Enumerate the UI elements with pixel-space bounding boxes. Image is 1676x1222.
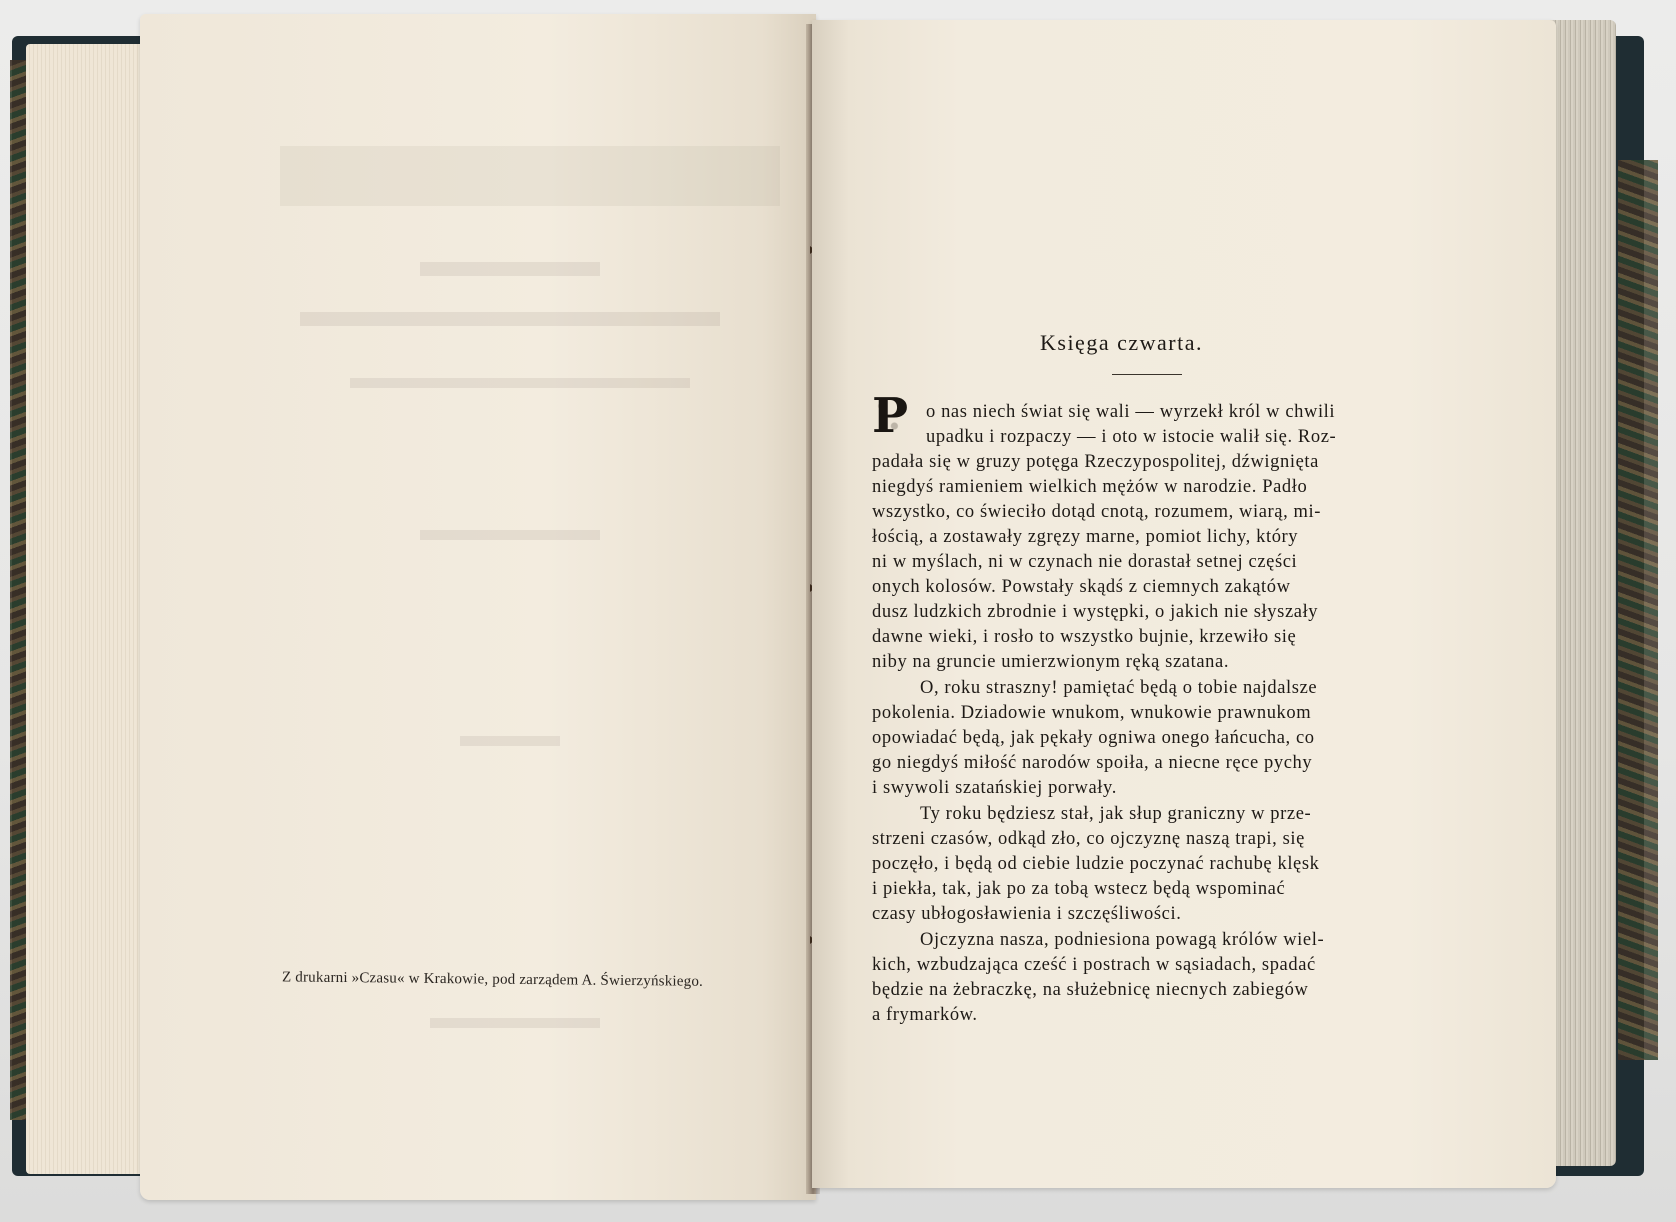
show-through-line	[420, 530, 600, 540]
show-through-line	[350, 378, 690, 388]
text-line: wszystko, co świeciło dotąd cnotą, rozumem, wiarą, mi-	[872, 502, 1322, 522]
text-line: opowiadać będą, jak pękały ogniwa onego łańcucha, co	[872, 728, 1315, 748]
title-rule	[1112, 374, 1182, 375]
page-block-right	[1548, 20, 1616, 1166]
marbled-edge-right	[1618, 160, 1658, 1060]
text-line: Ty roku będziesz stał, jak słup graniczny w prze-	[920, 804, 1312, 824]
text-line: padała się w gruzy potęga Rzeczypospolitej, dźwignięta	[872, 452, 1319, 472]
show-through-line	[430, 1018, 600, 1028]
chapter-title: Księga czwarta.	[1040, 330, 1203, 355]
text-line: i swywoli szatańskiej porwały.	[872, 778, 1117, 798]
text-line: niegdyś ramieniem wielkich mężów w narodzie. Padło	[872, 477, 1308, 497]
text-line: upadku i rozpaczy — i oto w istocie walił się. Roz-	[926, 427, 1337, 447]
text-line: go niegdyś miłość narodów spoiła, a niecne ręce pychy	[872, 753, 1313, 773]
text-line: o nas niech świat się wali — wyrzekł król w chwili	[926, 402, 1336, 422]
text-line: poczęło, i będą od ciebie ludzie poczynać rachubę klęsk	[872, 854, 1320, 874]
text-line: dawne wieki, i rosło to wszystko bujnie, krzewiło się	[872, 627, 1297, 647]
text-line: dusz ludzkich zbrodnie i występki, o jakich nie słyszały	[872, 602, 1319, 622]
text-line: a frymarków.	[872, 1005, 978, 1025]
text-line: kich, wzbudzająca cześć i postrach w sąsiadach, spadać	[872, 955, 1316, 975]
show-through-line	[460, 736, 560, 746]
text-line: O, roku straszny! pamiętać będą o tobie najdalsze	[920, 678, 1318, 698]
show-through-title	[280, 146, 780, 206]
show-through-line	[300, 312, 720, 326]
text-line: pokolenia. Dziadowie wnukom, wnukowie prawnukom	[872, 703, 1312, 723]
printer-imprint: Z drukarni »Czasu« w Krakowie, pod zarządem A. Świerzyńskiego.	[281, 969, 704, 990]
text-line: łością, a zostawały zgręzy marne, pomiot lichy, który	[872, 527, 1299, 547]
text-line: ni w myślach, ni w czynach nie dorastał setnej części	[872, 552, 1298, 572]
text-line: onych kolosów. Powstały skądś z ciemnych zakątów	[872, 577, 1291, 597]
show-through-line	[420, 262, 600, 276]
drop-cap: P	[872, 388, 909, 444]
text-line: strzeni czasów, odkąd zło, co ojczyznę naszą trapi, się	[872, 829, 1305, 849]
text-line: niby na gruncie umierzwionym ręką szatana.	[872, 652, 1230, 672]
text-line: czasy ubłogosławienia i szczęśliwości.	[872, 904, 1182, 924]
text-line: Ojczyzna nasza, podniesiona powagą królów wiel-	[920, 930, 1325, 950]
text-line: będzie na żebraczkę, na służebnicę niecnych zabiegów	[872, 980, 1309, 1000]
text-line: i piekła, tak, jak po za tobą wstecz będą wspominać	[872, 879, 1286, 899]
